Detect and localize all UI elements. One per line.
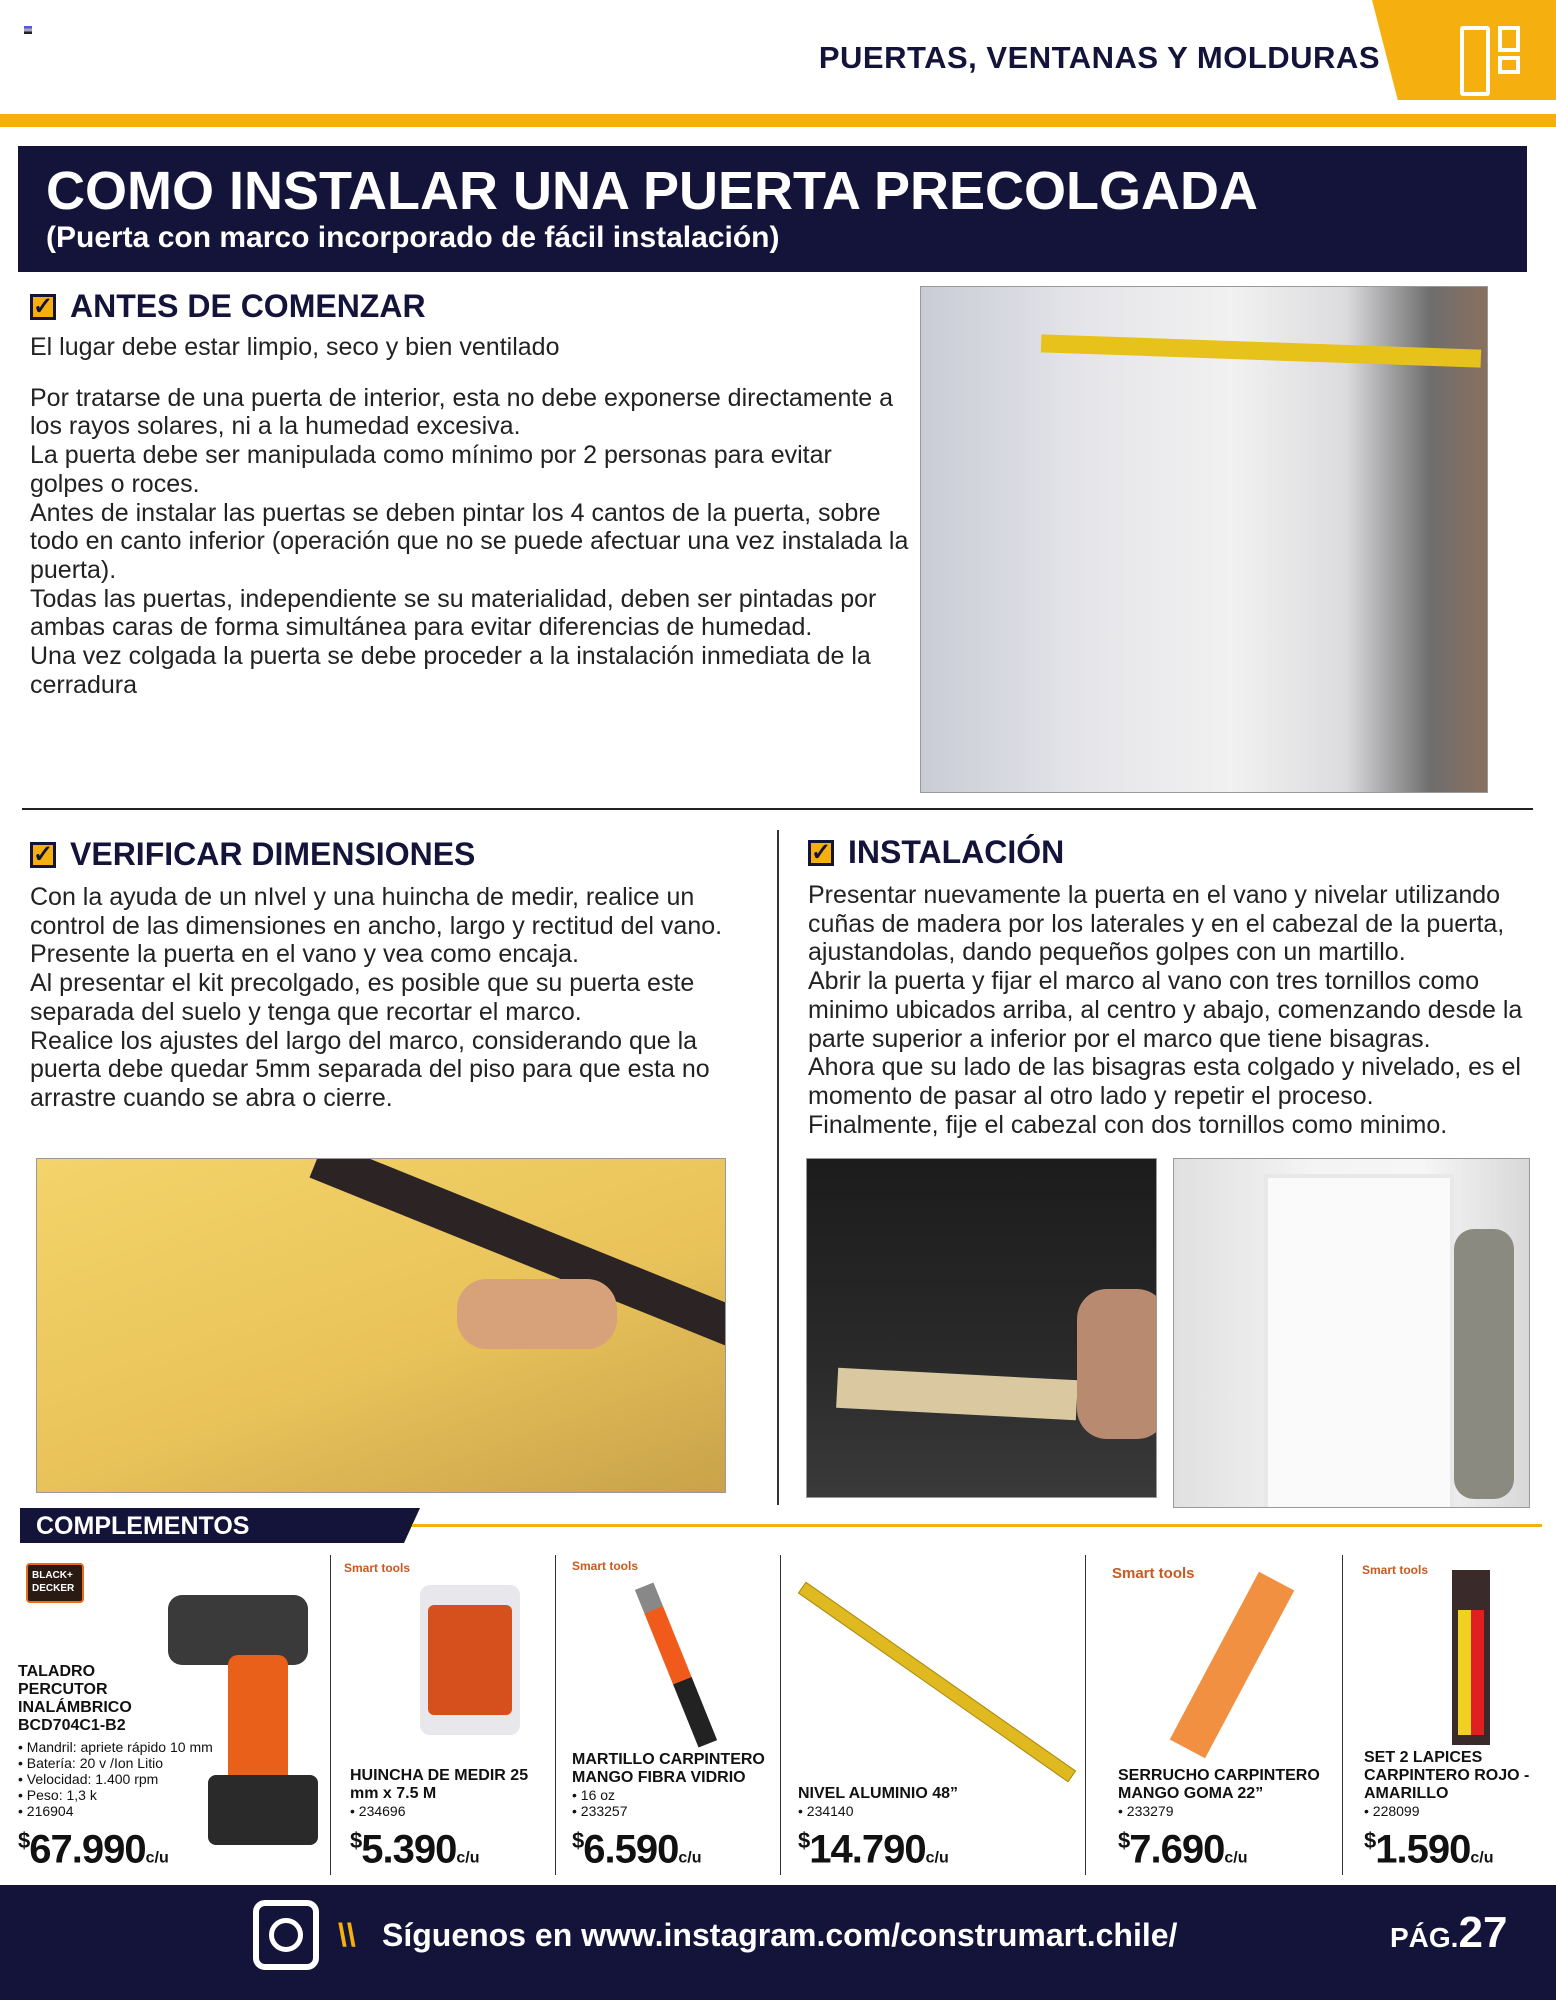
product-price: $5.390c/u [350,1827,480,1871]
section-title: PUERTAS, VENTANAS Y MOLDURAS [818,40,1380,75]
product-info [1364,1749,1554,1880]
spec: • Batería: 20 v /Ion Litio [18,1754,163,1771]
saw-image [1170,1572,1295,1759]
photo-wedge [806,1158,1157,1498]
product-spec: • 228099 [1364,1802,1420,1819]
smart-tools-logo: Smart tools [1112,1565,1195,1582]
product-divider [330,1555,331,1875]
spec: • Velocidad: 1.400 rpm [18,1770,159,1787]
product-name: NIVEL ALUMINIO 48” [798,1784,959,1802]
spec: • Mandril: apriete rápido 10 mm [18,1738,213,1755]
page-title: COMO INSTALAR UNA PUERTA PRECOLGADA [46,161,1258,221]
paragraph: Abrir la puerta y fijar el marco al vano con tres tornillos como minimo ubicados arriba, al centro y abajo, comenzando desde la parte superior a inferior por el marco que tiene bisagras. [808,967,1523,1053]
product-price: $6.590c/u [572,1827,702,1871]
spec: • Peso: 1,3 k [18,1786,97,1803]
section-verificar [30,836,760,1113]
product-info [350,1767,545,1880]
product-info [1118,1767,1333,1880]
paragraph: La puerta debe ser manipulada como mínimo por 2 personas para evitar golpes o roces. [30,441,832,498]
product-divider [555,1555,556,1875]
section-antes [30,288,910,699]
product-name: MARTILLO CARPINTERO MANGO FIBRA VIDRIO [572,1750,765,1786]
paragraph: Una vez colgada la puerta se debe proceder a la instalación inmediata de la cerradura [30,642,871,699]
product-spec: • 234140 [798,1802,854,1819]
title-box [18,146,1527,272]
smart-tools-logo: Smart tools [572,1559,639,1573]
intro-text: El lugar debe estar limpio, seco y bien ventilado [30,333,560,361]
tape-measure-image [420,1585,520,1735]
complementos-line [412,1524,1542,1527]
paragraph: Realice los ajustes del largo del marco, considerando que la puerta debe quedar 5mm separada del piso para que esta no arrastre cuando se abra o cierre. [30,1026,710,1112]
photo-measuring-frame [36,1158,726,1493]
instagram-link[interactable]: Síguenos en www.instagram.com/construmart.chile/ [382,1917,1178,1953]
product-divider [780,1555,781,1875]
paragraph: Con la ayuda de un nIvel y una huincha de medir, realice un control de las dimensiones en ancho, largo y rectitud del vano. [30,883,723,940]
checkbox-icon: ✓ [30,842,56,868]
photo-worker-door [1173,1158,1530,1508]
section-instalacion [808,834,1528,1139]
pencils-image [1452,1570,1490,1745]
column-divider [777,830,779,1505]
checkbox-icon: ✓ [30,294,56,320]
paragraph: Presente la puerta en el vano y vea como encaja. [30,940,579,969]
corner-mark [24,26,32,34]
window-icon [1498,26,1520,52]
product-name: HUINCHA DE MEDIR 25 mm x 7.5 M [350,1766,529,1802]
door-window-icon [1460,26,1490,96]
product-divider [1342,1555,1343,1875]
product-price: $67.990c/u [18,1827,169,1871]
spec: • 216904 [18,1802,74,1819]
product-card[interactable] [792,1555,1082,1880]
product-name: TALADRO PERCUTOR INALÁMBRICO BCD704C1-B2 [18,1662,132,1734]
product-spec: • 16 oz • 233257 [572,1786,628,1819]
product-card[interactable] [566,1555,776,1880]
smart-tools-logo: Smart tools [344,1561,411,1575]
footer-slashes: \\ [338,1917,356,1953]
product-price: $7.690c/u [1118,1827,1248,1871]
section-heading: INSTALACIÓN [848,834,1065,870]
product-price: $1.590c/u [1364,1827,1494,1871]
product-name: SET 2 LAPICES CARPINTERO ROJO - AMARILLO [1364,1748,1530,1802]
product-spec: • 234696 [350,1802,406,1819]
level-image [798,1582,1076,1783]
product-spec: • 233279 [1118,1802,1174,1819]
paragraph: Antes de instalar las puertas se deben pintar los 4 cantos de la puerta, sobre todo en canto inferior (operación que no se puede afectuar una vez instalada la puerta). [30,498,909,584]
section-heading: VERIFICAR DIMENSIONES [70,836,476,872]
checkbox-icon: ✓ [808,840,834,866]
product-card[interactable] [1112,1555,1337,1880]
header-divider [0,114,1556,127]
page-number: PÁG.27 [1390,1908,1508,1957]
paragraph: Al presentar el kit precolgado, es posible que su puerta este separada del suelo y tenga que recortar el marco. [30,969,695,1026]
paragraph: Presentar nuevamente la puerta en el vano y nivelar utilizando cuñas de madera por los laterales y en el cabezal de la puerta, ajustandolas, dando pequeños golpes con un martillo. [808,881,1505,967]
section-divider [22,808,1533,810]
product-info [798,1785,1068,1880]
black-decker-logo: BLACK+ DECKER [26,1563,84,1603]
paragraph: Finalmente, fije el cabezal con dos tornillos como minimo. [808,1110,1448,1139]
product-name: SERRUCHO CARPINTERO MANGO GOMA 22” [1118,1766,1320,1802]
page-subtitle: (Puerta con marco incorporado de fácil instalación) [46,221,780,254]
paragraph: Ahora que su lado de las bisagras esta colgado y nivelado, es el momento de pasar al otro lado y repetir el proceso. [808,1053,1521,1110]
paragraph: Todas las puertas, independiente se su materialidad, deben ser pintadas por ambas caras de forma simultánea para evitar diferencias de humedad. [30,584,877,642]
product-info [572,1751,772,1880]
photo-leveling-door [920,286,1488,793]
window-icon [1498,56,1520,74]
hammer-image [635,1582,717,1747]
section-heading: ANTES DE COMENZAR [70,288,426,324]
product-price: $14.790c/u [798,1827,949,1871]
product-divider [1085,1555,1086,1875]
smart-tools-logo: Smart tools [1362,1563,1429,1577]
product-card[interactable] [340,1555,550,1880]
complementos-heading: COMPLEMENTOS [36,1512,250,1540]
instagram-icon[interactable] [253,1900,319,1970]
product-card[interactable] [1360,1555,1556,1880]
paragraph: Por tratarse de una puerta de interior, esta no debe exponerse directamente a los rayos solares, ni a la humedad excesiva. [30,383,894,441]
product-card[interactable] [18,1555,328,1880]
product-specs [18,1739,318,1819]
product-info [18,1663,318,1880]
